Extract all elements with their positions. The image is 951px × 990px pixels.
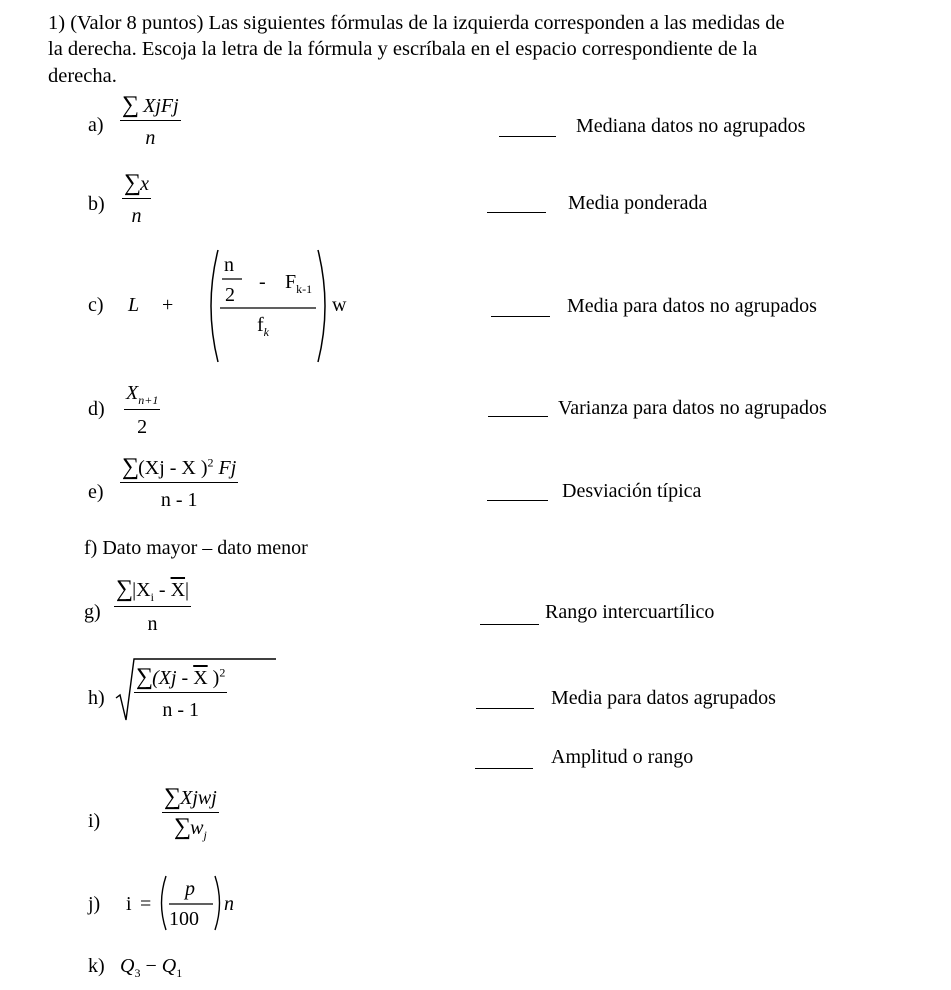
formula-e-sup: 2	[207, 455, 214, 470]
formula-c-F-letter: F	[285, 271, 297, 293]
formula-i: $\frac{\text{∑Xjwj}}{\sum w_j}$	[164, 784, 217, 842]
formula-j-label: j)	[88, 893, 101, 915]
formula-e: $\frac{\sum(Xj - X )^2 Fj}{n - 1}$	[122, 454, 237, 511]
formula-c-f	[257, 314, 269, 340]
formula-c-F-sub: k-1	[296, 282, 313, 296]
formula-j-i: i	[126, 893, 132, 915]
answer-blank-3[interactable]	[491, 316, 550, 317]
formula-k-minus: −	[145, 955, 157, 977]
formula-c-plus: +	[162, 294, 174, 316]
formula-h-denominator: n - 1	[162, 699, 199, 721]
formula-k-Q3: Q	[120, 955, 135, 977]
formula-b: $\frac{\sum x}{n}$	[124, 170, 149, 227]
formula-e-denominator: n - 1	[160, 489, 198, 511]
measure-5: Desviación típica	[562, 480, 702, 502]
formula-g-sub: i	[150, 590, 154, 604]
question-line-1: 1) (Valor 8 puntos) Las siguientes fórmulas de la izquierda corresponden a las medidas de	[48, 12, 785, 34]
formula-g-Xbar: $\overline{X}$	[170, 579, 186, 601]
formula-g-mid: -	[153, 579, 171, 601]
answer-blank-4[interactable]	[488, 416, 548, 417]
formula-j-100: 100	[169, 908, 199, 930]
formula-g-end: |	[185, 579, 190, 601]
formula-g-numerator: |X	[132, 579, 151, 601]
formula-i-denominator: w	[190, 817, 204, 839]
formula-j-eq: =	[140, 893, 152, 915]
formula-h: $\frac{\sum(Xj - \overline{X} )^2}{n - 1}$	[136, 664, 226, 721]
formula-h-close: )	[207, 667, 220, 689]
formula-g-denominator: n	[147, 613, 158, 635]
measure-6: Rango intercuartílico	[545, 601, 715, 623]
formula-c-f-sub: k	[263, 325, 269, 339]
formula-i-numerator: Xjwj	[180, 787, 217, 809]
formula-e-Fj: Fj	[218, 457, 237, 479]
formula-c-label: c)	[88, 294, 104, 316]
formula-d-label: d)	[88, 398, 105, 420]
question-line-2: la derecha. Escoja la letra de la fórmula y escríbala en el espacio correspondiente de la	[48, 38, 758, 60]
formula-c-w: w	[332, 294, 347, 316]
measure-3: Media para datos no agrupados	[567, 295, 817, 317]
formula-d-denominator: 2	[137, 416, 148, 438]
formula-j-p: p	[185, 878, 195, 900]
formula-c-F	[285, 271, 312, 297]
measure-4: Varianza para datos no agrupados	[558, 397, 827, 419]
formula-f: f) Dato mayor – dato menor	[84, 537, 308, 559]
formula-b-label: b)	[88, 193, 105, 215]
formula-d-sub: n+1	[138, 393, 159, 407]
measure-1: Mediana datos no agrupados	[576, 115, 806, 137]
formula-j-n: n	[224, 893, 234, 915]
measure-7: Media para datos agrupados	[551, 687, 776, 709]
answer-blank-5[interactable]	[487, 500, 548, 501]
formula-k-Q3-sub: 3	[134, 966, 141, 980]
formula-k-Q1-sub: 1	[176, 966, 183, 980]
measure-8: Amplitud o rango	[551, 746, 694, 768]
formula-c-n: n	[224, 254, 234, 276]
formula-h-numerator: (Xj -	[152, 667, 194, 689]
formula-d-X: X	[126, 382, 139, 404]
formula-h-label: h)	[88, 687, 105, 709]
formula-h-Xbar: $\overline{X}$	[193, 667, 208, 689]
formula-k-label: k)	[88, 955, 105, 977]
formula-g: $\frac{\sum|X_i - \overline{X}|}{n}$	[116, 576, 190, 635]
measure-2: Media ponderada	[568, 192, 708, 214]
formula-k-Q1: Q	[161, 955, 177, 977]
formula-c-f-letter: f	[257, 314, 264, 336]
formula-i-densub: j	[203, 828, 207, 842]
formula-a-label: a)	[88, 114, 104, 136]
formula-d	[124, 382, 160, 439]
formula-b-numerator: x	[140, 173, 149, 195]
answer-blank-8[interactable]	[475, 768, 533, 769]
answer-blank-6[interactable]	[480, 624, 539, 625]
formula-e-numerator: (Xj - X )	[138, 457, 208, 479]
answer-blank-7[interactable]	[476, 708, 534, 709]
formula-a-numerator: XjFj	[143, 95, 179, 117]
formula-g-label: g)	[84, 601, 101, 623]
question-line-3: derecha.	[48, 65, 117, 87]
formula-a: $\frac{\text{∑ XjFj}}{n}$	[122, 92, 179, 149]
formula-c-L: L	[128, 294, 140, 316]
formula-h-sup: 2	[219, 665, 226, 680]
formula-e-label: e)	[88, 481, 104, 503]
formula-a-denominator: n	[145, 127, 156, 149]
formula-i-label: i)	[88, 810, 101, 832]
formula-c-minus: -	[259, 271, 266, 293]
formula-b-denominator: n	[131, 205, 142, 227]
formula-k	[120, 955, 182, 981]
formula-c-two: 2	[225, 284, 235, 306]
answer-blank-2[interactable]	[487, 212, 546, 213]
answer-blank-1[interactable]	[499, 136, 556, 137]
